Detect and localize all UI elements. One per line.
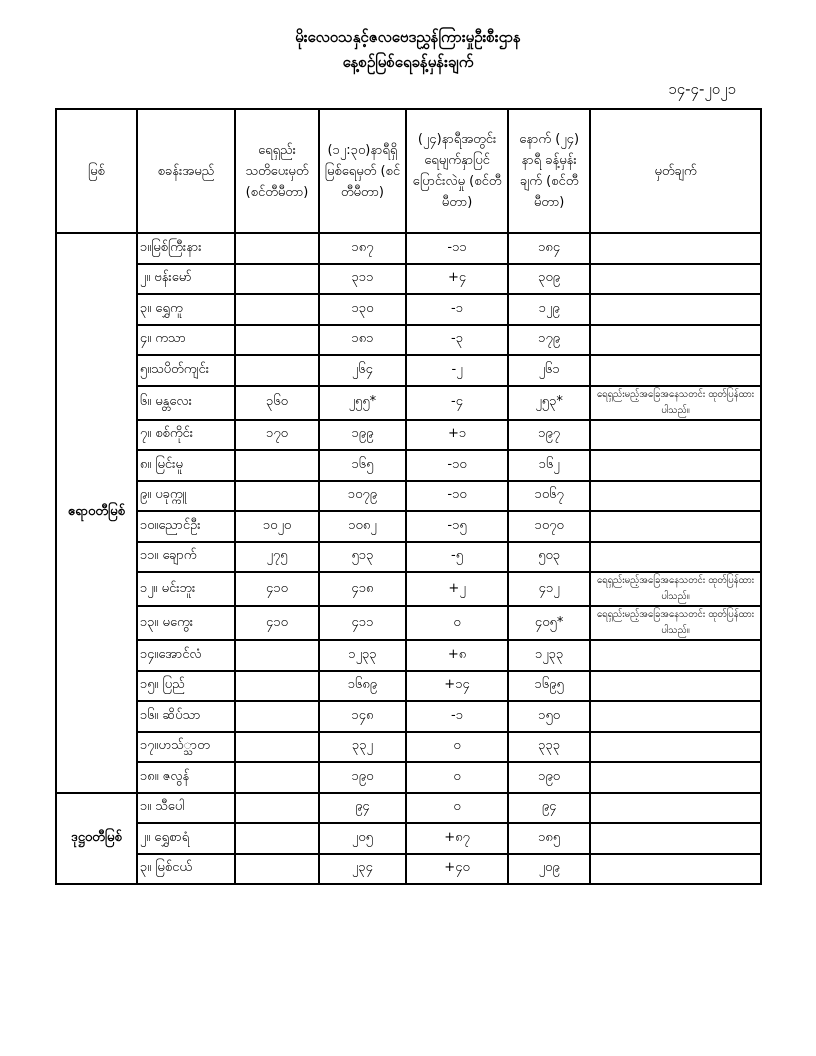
remark-cell <box>590 325 761 356</box>
observed-level-cell: ၄၁၁ <box>319 606 406 640</box>
station-cell: ၁၂။ မင်းဘူး <box>137 572 235 606</box>
table-row <box>56 701 761 732</box>
table-row <box>56 294 761 325</box>
remark-cell <box>590 294 761 325</box>
forecast-cell: ၁၉၇ <box>508 420 590 451</box>
header-forecast-24h: နောက် (၂၄) နာရီ ခန့်မှန်းချက် (စင်တီမီတာ) <box>508 109 590 233</box>
change-cell: -၁၁ <box>406 233 508 264</box>
change-cell: ၀ <box>406 732 508 763</box>
observed-level-cell: ၁၉၀ <box>319 762 406 793</box>
station-cell: ၁၇။ဟသ်္သာတ <box>137 732 235 763</box>
table-row <box>56 386 761 420</box>
station-cell: ၂။ ရွှေစာရံ <box>137 823 235 854</box>
danger-level-cell <box>235 671 319 702</box>
table-row <box>56 732 761 763</box>
observed-level-cell: ၁၆၅ <box>319 450 406 481</box>
forecast-cell: ၂၅၃* <box>508 386 590 420</box>
remark-cell: ရေရှည်းမည့်အခြေအနေသတင်း ထုတ်ပြန်ထားပါသည်။ <box>590 386 761 420</box>
station-cell: ၃။ မြစ်ငယ် <box>137 854 235 885</box>
danger-level-cell <box>235 823 319 854</box>
table-row <box>56 355 761 386</box>
station-cell: ၆။ မန္တလေး <box>137 386 235 420</box>
forecast-cell: ၉၄ <box>508 793 590 824</box>
danger-level-cell <box>235 481 319 512</box>
table-row <box>56 450 761 481</box>
remark-cell <box>590 762 761 793</box>
remark-cell <box>590 823 761 854</box>
station-cell: ၄။ ကသာ <box>137 325 235 356</box>
danger-level-cell <box>235 701 319 732</box>
table-row <box>56 793 761 824</box>
observed-level-cell: ၁၀၇၉ <box>319 481 406 512</box>
remark-cell <box>590 671 761 702</box>
danger-level-cell: ၂၇၅ <box>235 542 319 573</box>
header-river: မြစ် <box>56 109 137 233</box>
station-cell: ၈။ မြင်းမူ <box>137 450 235 481</box>
forecast-cell: ၁၀၇၀ <box>508 511 590 542</box>
observed-level-cell: ၁၂၃၃ <box>319 640 406 671</box>
change-cell: -၃ <box>406 325 508 356</box>
danger-level-cell <box>235 450 319 481</box>
forecast-cell: ၅၀၃ <box>508 542 590 573</box>
change-cell: +၂ <box>406 572 508 606</box>
observed-level-cell: ၂၅၅* <box>319 386 406 420</box>
danger-level-cell <box>235 854 319 885</box>
remark-cell <box>590 640 761 671</box>
forecast-cell: ၁၉၀ <box>508 762 590 793</box>
remark-cell <box>590 732 761 763</box>
danger-level-cell <box>235 762 319 793</box>
observed-level-cell: ၉၄ <box>319 793 406 824</box>
observed-level-cell: ၃၃၂ <box>319 732 406 763</box>
station-cell: ၃။ ရွှေကူ <box>137 294 235 325</box>
forecast-cell: ၁၆၉၅ <box>508 671 590 702</box>
observed-level-cell: ၁၉၉ <box>319 420 406 451</box>
table-row <box>56 762 761 793</box>
observed-level-cell: ၁၈၇ <box>319 233 406 264</box>
forecast-cell: ၂၀၉ <box>508 854 590 885</box>
change-cell: -၁ <box>406 701 508 732</box>
forecast-cell: ၁၅၀ <box>508 701 590 732</box>
remark-cell <box>590 701 761 732</box>
change-cell: +၄၀ <box>406 854 508 885</box>
remark-cell: ရေရှည်းမည့်အခြေအနေသတင်း ထုတ်ပြန်ထားပါသည်။ <box>590 572 761 606</box>
change-cell: ၀ <box>406 762 508 793</box>
observed-level-cell: ၁၈၁ <box>319 325 406 356</box>
change-cell: +၁ <box>406 420 508 451</box>
station-cell: ၁၅။ ပြည် <box>137 671 235 702</box>
remark-cell: ရေရှည်းမည့်အခြေအနေသတင်း ထုတ်ပြန်ထားပါသည်။ <box>590 606 761 640</box>
danger-level-cell: ၁၇၀ <box>235 420 319 451</box>
danger-level-cell: ၄၁၀ <box>235 606 319 640</box>
remark-cell <box>590 264 761 295</box>
table-row <box>56 481 761 512</box>
table-row <box>56 671 761 702</box>
change-cell: -၁ <box>406 294 508 325</box>
table-row <box>56 511 761 542</box>
danger-level-cell <box>235 294 319 325</box>
remark-cell <box>590 511 761 542</box>
river-name-cell: ဒုဋ္ဌဝတီမြစ် <box>56 793 137 885</box>
remark-cell <box>590 542 761 573</box>
observed-level-cell: ၅၁၃ <box>319 542 406 573</box>
page-title: မိုးလေဝသနှင့်ဇလဗေဒညွှန်ကြားမှုဦးစီးဌာန <box>295 28 521 46</box>
station-cell: ၁။ သီပေါ <box>137 793 235 824</box>
change-cell: -၁၅ <box>406 511 508 542</box>
page-subtitle: နေ့စဉ်မြစ်ရေခန့်မှန်းချက် <box>342 53 474 71</box>
observed-level-cell: ၄၁၈ <box>319 572 406 606</box>
change-cell: ၀ <box>406 606 508 640</box>
change-cell: +၄ <box>406 264 508 295</box>
station-cell: ၉။ ပခုက္ကူ <box>137 481 235 512</box>
change-cell: +၈၇ <box>406 823 508 854</box>
danger-level-cell <box>235 325 319 356</box>
forecast-cell: ၄၁၂ <box>508 572 590 606</box>
remark-cell <box>590 793 761 824</box>
danger-level-cell <box>235 233 319 264</box>
remark-cell <box>590 854 761 885</box>
forecast-cell: ၁၈၅ <box>508 823 590 854</box>
danger-level-cell <box>235 732 319 763</box>
observed-level-cell: ၁၄၈ <box>319 701 406 732</box>
change-cell: -၄ <box>406 386 508 420</box>
forecast-cell: ၂၆၁ <box>508 355 590 386</box>
remark-cell <box>590 355 761 386</box>
observed-level-cell: ၂၆၄ <box>319 355 406 386</box>
river-name-cell: ဧရာဝတီမြစ် <box>56 233 137 793</box>
danger-level-cell: ၄၁၀ <box>235 572 319 606</box>
station-cell: ၁၁။ ချောက် <box>137 542 235 573</box>
table-row <box>56 640 761 671</box>
table-row <box>56 264 761 295</box>
station-cell: ၁၃။ မကွေး <box>137 606 235 640</box>
change-cell: -၁၀ <box>406 450 508 481</box>
forecast-cell: ၃၀၉ <box>508 264 590 295</box>
forecast-cell: ၄၀၅* <box>508 606 590 640</box>
station-cell: ၁၄။အောင်လံ <box>137 640 235 671</box>
station-cell: ၁၆။ ဆိပ်သာ <box>137 701 235 732</box>
table-header-row <box>56 109 761 233</box>
header-station: စခန်းအမည် <box>137 109 235 233</box>
table-row <box>56 325 761 356</box>
danger-level-cell: ၁၀၂၀ <box>235 511 319 542</box>
header-danger-level: ရေရှည်း သတိပေးမှတ် (စင်တီမီတာ) <box>235 109 319 233</box>
table-row <box>56 572 761 606</box>
table-row <box>56 542 761 573</box>
danger-level-cell: ၃၆၀ <box>235 386 319 420</box>
danger-level-cell <box>235 264 319 295</box>
remark-cell <box>590 420 761 451</box>
observed-level-cell: ၂၃၄ <box>319 854 406 885</box>
report-date: ၁၄-၄-၂၀၂၁ <box>668 80 736 98</box>
change-cell: -၂ <box>406 355 508 386</box>
danger-level-cell <box>235 355 319 386</box>
forecast-cell: ၁၀၆၇ <box>508 481 590 512</box>
change-cell: -၅ <box>406 542 508 573</box>
station-cell: ၂။ ဗန်းမော် <box>137 264 235 295</box>
river-forecast-table <box>55 108 762 885</box>
header-change-24h: (၂၄)နာရီအတွင်း ရေမျက်နှာပြင် ပြောင်းလဲမှု (စင်တီမီတာ) <box>406 109 508 233</box>
forecast-cell: ၃၃၃ <box>508 732 590 763</box>
header-remarks: မှတ်ချက် <box>590 109 761 233</box>
forecast-cell: ၁၂၉ <box>508 294 590 325</box>
forecast-cell: ၁၇၉ <box>508 325 590 356</box>
station-cell: ၁၈။ ဇလွန် <box>137 762 235 793</box>
change-cell: -၁၀ <box>406 481 508 512</box>
forecast-cell: ၁၂၃၃ <box>508 640 590 671</box>
station-cell: ၇။ စစ်ကိုင်း <box>137 420 235 451</box>
station-cell: ၁၀။ညောင်ဦး <box>137 511 235 542</box>
observed-level-cell: ၁၃၀ <box>319 294 406 325</box>
table-row <box>56 233 761 264</box>
observed-level-cell: ၁၀၈၂ <box>319 511 406 542</box>
table-row <box>56 606 761 640</box>
table-row <box>56 420 761 451</box>
change-cell: ၀ <box>406 793 508 824</box>
remark-cell <box>590 450 761 481</box>
observed-level-cell: ၃၁၁ <box>319 264 406 295</box>
change-cell: +၁၄ <box>406 671 508 702</box>
change-cell: +၈ <box>406 640 508 671</box>
observed-level-cell: ၂၀၅ <box>319 823 406 854</box>
station-cell: ၅။သပိတ်ကျင်း <box>137 355 235 386</box>
remark-cell <box>590 233 761 264</box>
danger-level-cell <box>235 793 319 824</box>
header-observed-level: (၁၂:၃၀)နာရီရှိ မြစ်ရေမှတ် (စင်တီမီတာ) <box>319 109 406 233</box>
forecast-cell: ၁၆၂ <box>508 450 590 481</box>
table-row <box>56 823 761 854</box>
forecast-cell: ၁၈၄ <box>508 233 590 264</box>
observed-level-cell: ၁၆၈၉ <box>319 671 406 702</box>
station-cell: ၁။မြစ်ကြီးနား <box>137 233 235 264</box>
table-body <box>56 233 761 884</box>
danger-level-cell <box>235 640 319 671</box>
remark-cell <box>590 481 761 512</box>
table-row <box>56 854 761 885</box>
